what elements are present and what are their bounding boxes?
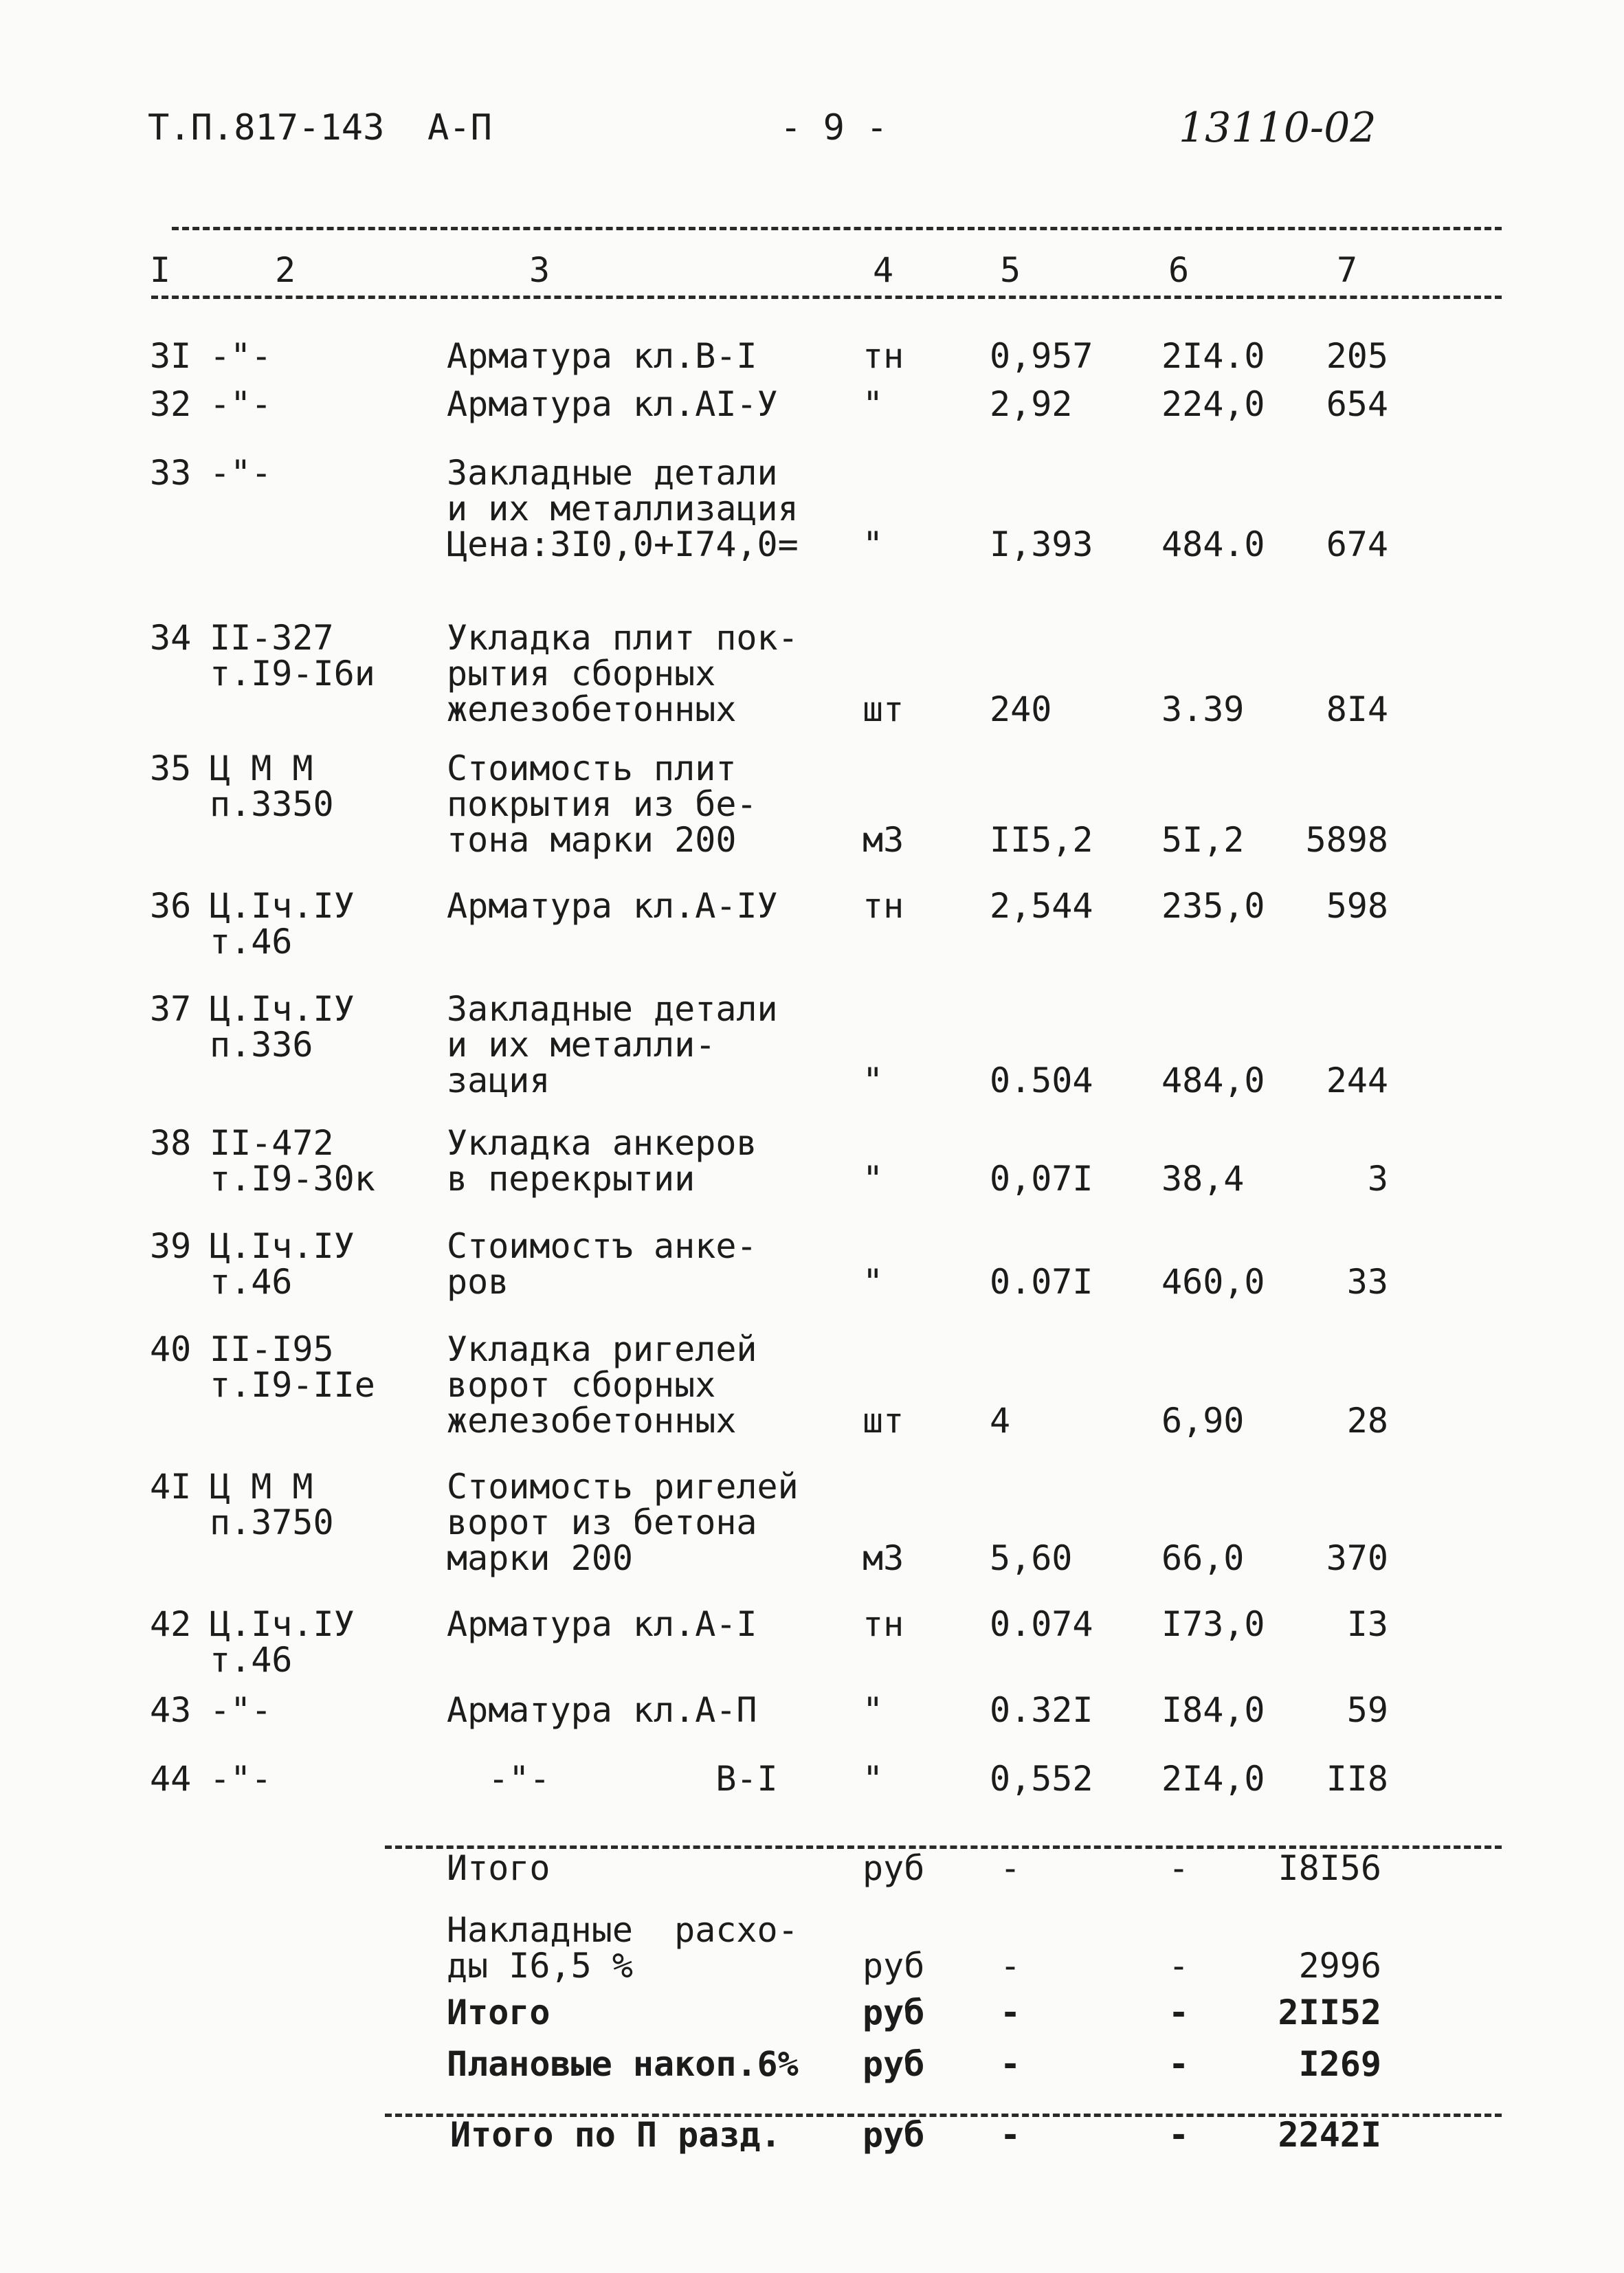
row-unit: шт: [863, 689, 904, 729]
grand-total-qty: -: [1000, 2115, 1021, 2155]
row-description: и их металли-: [447, 1025, 716, 1065]
row-description: ворот сборных: [447, 1365, 716, 1405]
document-code: Т.П.817-143 А-П: [148, 107, 492, 148]
row-reference: т.46: [210, 1640, 293, 1680]
row-description: Стоимость плит: [447, 749, 737, 788]
summary-total: 2II52: [1278, 1993, 1381, 2032]
grand-total-total: 2242I: [1278, 2115, 1381, 2155]
grand-total-price: -: [1168, 2115, 1190, 2155]
summary-unit: руб: [863, 2044, 925, 2084]
summary-price: -: [1168, 1848, 1190, 1888]
row-reference: т.I9-30к: [210, 1159, 375, 1199]
row-description: и их металлизация: [447, 489, 799, 529]
row-quantity: 0.32I: [990, 1690, 1093, 1730]
row-quantity: I,393: [990, 524, 1093, 564]
row-description: ров: [447, 1262, 509, 1302]
row-unit: тн: [863, 336, 904, 376]
row-unit: шт: [863, 1401, 904, 1441]
column-header-1: I: [150, 250, 171, 290]
row-total: 5898: [1305, 820, 1388, 860]
row-total: 674: [1326, 524, 1388, 564]
row-reference: Ц.Iч.IУ: [210, 1604, 355, 1644]
row-unit-price: 460,0: [1161, 1262, 1265, 1302]
summary-label: Накладные расхо-: [447, 1910, 799, 1950]
row-reference: п.3350: [210, 784, 334, 824]
row-unit: тн: [863, 886, 904, 926]
column-header-7: 7: [1337, 250, 1358, 290]
row-description: Цена:3I0,0+I74,0=: [447, 524, 799, 564]
row-number: 38: [150, 1123, 192, 1163]
row-description: в перекрытии: [447, 1159, 696, 1199]
row-quantity: 0.07I: [990, 1262, 1093, 1302]
row-unit: ": [863, 1690, 884, 1730]
row-description: железобетонных: [447, 689, 737, 729]
row-number: 44: [150, 1759, 192, 1799]
row-description: Укладка анкеров: [447, 1123, 757, 1163]
row-total: 244: [1326, 1061, 1388, 1100]
row-total: 654: [1326, 384, 1388, 424]
row-number: 32: [150, 384, 192, 424]
row-unit: м3: [863, 1538, 904, 1578]
row-unit-price: 484.0: [1161, 524, 1265, 564]
summary-total: I8I56: [1278, 1848, 1381, 1888]
summary-total: I269: [1298, 2044, 1381, 2084]
grand-total-unit: руб: [863, 2115, 925, 2155]
row-reference: II-I95: [210, 1329, 334, 1369]
row-number: 36: [150, 886, 192, 926]
row-reference: -"-: [210, 453, 272, 493]
summary-qty: -: [1000, 1993, 1021, 2032]
row-unit-price: I73,0: [1161, 1604, 1265, 1644]
column-header-rule: [151, 296, 1502, 299]
row-unit-price: I84,0: [1161, 1690, 1265, 1730]
row-reference: Ц.Iч.IУ: [210, 886, 355, 926]
row-number: 39: [150, 1226, 192, 1266]
row-reference: п.3750: [210, 1503, 334, 1542]
row-reference: т.46: [210, 922, 293, 962]
row-reference: -"-: [210, 384, 272, 424]
row-reference: п.336: [210, 1025, 313, 1065]
row-description: железобетонных: [447, 1401, 737, 1441]
summary-label: Итого: [447, 1848, 550, 1888]
row-unit-price: 484,0: [1161, 1061, 1265, 1100]
row-description: Укладка плит пок-: [447, 618, 799, 658]
row-number: 34: [150, 618, 192, 658]
row-total: 205: [1326, 336, 1388, 376]
row-reference: т.I9-I6и: [210, 654, 375, 694]
grand-total-label: Итого по П разд.: [450, 2115, 781, 2155]
row-unit: ": [863, 524, 884, 564]
row-number: 35: [150, 749, 192, 788]
summary-total: 2996: [1298, 1946, 1381, 1986]
row-total: I3: [1346, 1604, 1388, 1644]
column-header-5: 5: [1000, 250, 1021, 290]
page-number: - 9 -: [780, 107, 888, 148]
row-unit-price: 2I4,0: [1161, 1759, 1265, 1799]
row-unit-price: 5I,2: [1161, 820, 1245, 860]
row-description: Арматура кл.В-I: [447, 336, 757, 376]
summary-label: Плановые накоп.6%: [447, 2044, 799, 2084]
row-quantity: 2,92: [990, 384, 1073, 424]
row-unit: ": [863, 1159, 884, 1199]
summary-price: -: [1168, 1946, 1190, 1986]
row-reference: -"-: [210, 1759, 272, 1799]
column-header-2: 2: [275, 250, 296, 290]
row-unit-price: 2I4.0: [1161, 336, 1265, 376]
row-total: 598: [1326, 886, 1388, 926]
summary-label: ды I6,5 %: [447, 1946, 633, 1986]
row-quantity: II5,2: [990, 820, 1093, 860]
row-description: Арматура кл.А-I: [447, 1604, 757, 1644]
row-reference: -"-: [210, 1690, 272, 1730]
summary-label: Итого: [447, 1993, 550, 2032]
row-description: тона марки 200: [447, 820, 737, 860]
row-number: 40: [150, 1329, 192, 1369]
row-total: II8: [1326, 1759, 1388, 1799]
row-unit-price: 6,90: [1161, 1401, 1245, 1441]
column-header-3: 3: [529, 250, 550, 290]
row-reference: II-472: [210, 1123, 334, 1163]
row-unit-price: 38,4: [1161, 1159, 1245, 1199]
summary-qty: -: [1000, 1848, 1021, 1888]
row-reference: Ц.Iч.IУ: [210, 1226, 355, 1266]
row-description: марки 200: [447, 1538, 633, 1578]
row-unit: ": [863, 1061, 884, 1100]
row-number: 4I: [150, 1467, 192, 1507]
row-quantity: 0.074: [990, 1604, 1093, 1644]
row-description: Стоимость ригелей: [447, 1467, 799, 1507]
column-header-6: 6: [1168, 250, 1190, 290]
top-rule: [172, 227, 1502, 230]
row-description: Стоимостъ анке-: [447, 1226, 757, 1266]
row-reference: -"-: [210, 336, 272, 376]
row-reference: Ц М М: [210, 1467, 313, 1507]
row-unit: м3: [863, 820, 904, 860]
row-description: покрытия из бе-: [447, 784, 757, 824]
row-unit-price: 66,0: [1161, 1538, 1245, 1578]
row-number: 43: [150, 1690, 192, 1730]
summary-unit: руб: [863, 1946, 925, 1986]
row-quantity: 0,552: [990, 1759, 1093, 1799]
summary-qty: -: [1000, 2044, 1021, 2084]
row-quantity: 0,07I: [990, 1159, 1093, 1199]
row-unit-price: 235,0: [1161, 886, 1265, 926]
row-description: Укладка ригелей: [447, 1329, 757, 1369]
row-quantity: 4: [990, 1401, 1011, 1441]
row-description: Арматура кл.АI-У: [447, 384, 778, 424]
summary-price: -: [1168, 2044, 1190, 2084]
row-number: 3I: [150, 336, 192, 376]
row-number: 37: [150, 989, 192, 1029]
row-reference: II-327: [210, 618, 334, 658]
row-description: Арматура кл.А-П: [447, 1690, 757, 1730]
row-description: зация: [447, 1061, 550, 1100]
column-header-4: 4: [873, 250, 894, 290]
summary-unit: руб: [863, 1993, 925, 2032]
summary-unit: руб: [863, 1848, 925, 1888]
row-description: -"- В-I: [447, 1759, 778, 1799]
row-reference: Ц М М: [210, 749, 313, 788]
row-total: 33: [1346, 1262, 1388, 1302]
row-unit: тн: [863, 1604, 904, 1644]
row-total: 59: [1346, 1690, 1388, 1730]
row-description: ворот из бетона: [447, 1503, 757, 1542]
row-quantity: 2,544: [990, 886, 1093, 926]
row-quantity: 0.504: [990, 1061, 1093, 1100]
row-total: 3: [1367, 1159, 1388, 1199]
row-unit: ": [863, 1759, 884, 1799]
row-quantity: 0,957: [990, 336, 1093, 376]
row-reference: т.I9-IIе: [210, 1365, 375, 1405]
row-description: Закладные детали: [447, 989, 778, 1029]
row-reference: т.46: [210, 1262, 293, 1302]
row-description: Закладные детали: [447, 453, 778, 493]
row-reference: Ц.Iч.IУ: [210, 989, 355, 1029]
row-unit-price: 3.39: [1161, 689, 1245, 729]
handwritten-code: 13110-02: [1179, 104, 1377, 152]
row-number: 33: [150, 453, 192, 493]
row-description: Арматура кл.А-IУ: [447, 886, 778, 926]
row-unit: ": [863, 384, 884, 424]
summary-qty: -: [1000, 1946, 1021, 1986]
row-unit: ": [863, 1262, 884, 1302]
row-description: рытия сборных: [447, 654, 716, 694]
summary-price: -: [1168, 1993, 1190, 2032]
row-number: 42: [150, 1604, 192, 1644]
row-unit-price: 224,0: [1161, 384, 1265, 424]
row-total: 28: [1346, 1401, 1388, 1441]
row-quantity: 5,60: [990, 1538, 1073, 1578]
row-total: 370: [1326, 1538, 1388, 1578]
row-total: 8I4: [1326, 689, 1388, 729]
row-quantity: 240: [990, 689, 1052, 729]
